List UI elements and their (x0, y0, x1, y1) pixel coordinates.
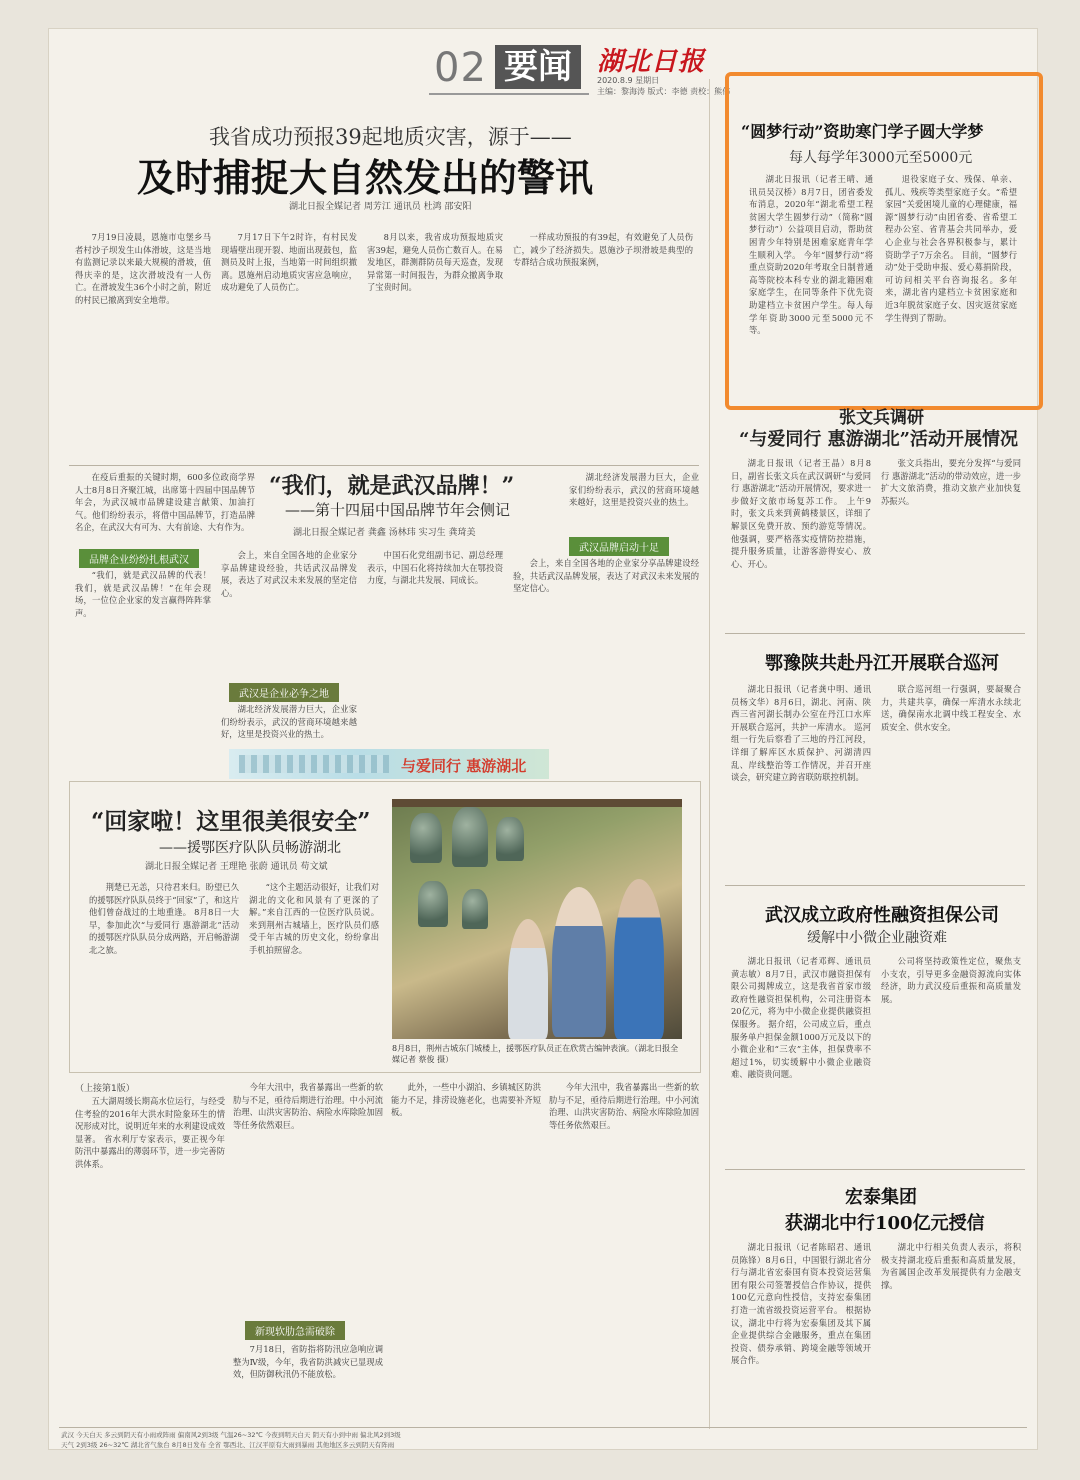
brand-col-2: 会上，来自全国各地的企业家分享品牌建设经验，共话武汉品牌发展，表达了对武汉未来发展的坚定信心。 (221, 550, 357, 598)
feature-headline: “回家啦！这里很美很安全” (91, 808, 371, 835)
brand-col-3: 中国石化党组副书记、副总经理表示，中国石化将持续加大在鄂投资力度，与湖北共发展、同成长。 (367, 550, 503, 586)
eyushan-p1: 湖北日报讯（记者龚中明、通讯员杨文华）8月6日，湖北、河南、陕西三省河湖长制办公室在丹江口水库开展联合巡河，共护一库清水。 (731, 684, 871, 732)
bell-graphic (410, 813, 442, 863)
hongtai-headline-2: 获湖北中行100亿元授信 (785, 1213, 985, 1234)
visitor-figure (552, 887, 606, 1037)
flood-p2: 省水利厅专家表示，要正视今年防汛中暴露出的薄弱环节，进一步完善防洪体系。 (75, 1133, 225, 1169)
feature-byline: 湖北日报全媒记者 王理艳 张蔚 通讯员 苟文斌 (145, 862, 328, 872)
callout-p2: 今年“圆梦行动”将重点资助2020年考取全日制普通高等院校本科专业的湖北籍困难家庭学生，在同等条件下优先资助建档立卡贫困户学生。每人每学年资助3000元至5000元不等。 (749, 249, 874, 336)
banner-label: 与爱同行 惠游湖北 (401, 757, 527, 775)
continued-from: （上接第1版） (75, 1084, 135, 1094)
paper-logo: 湖北日报 (597, 47, 706, 77)
lead-col-3: 8月以来，我省成功预报地质灾害39起，避免人员伤亡数百人。在易发地区，群测群防员每天巡查，发现异常第一时间报告，为群众撤离争取了宝贵时间。 (367, 232, 503, 293)
visitor-figure (614, 879, 664, 1039)
section-title: 要闻 (495, 45, 581, 89)
callout-title: “圆梦行动”资助寒门学子圆大学梦 (741, 122, 984, 141)
wuhan-col-2: 公司将坚持政策性定位，聚焦支小支农，引导更多金融资源流向实体经济，助力武汉疫后重振和高质量发展。 (881, 956, 1021, 1004)
brand-col-1: “我们，就是武汉品牌的代表！我们，就是武汉品牌！”在年会现场，一位位企业家的发言赢得阵阵掌声。 (75, 570, 211, 618)
zhang-kicker: 张文兵调研 (839, 408, 924, 428)
weather-footer (61, 1430, 1025, 1448)
hongtai-p1: 湖北日报讯（记者陈昭君、通讯员陈锋）8月6日，中国银行湖北省分行与湖北省宏泰国有资本投资运营集团有限公司签署授信合作协议，提供100亿元意向性授信，支持宏泰集团打造一流省级投资运营平台。 (731, 1242, 871, 1315)
feature-p1: 荆楚已无恙，只待君来归。盼望已久的援鄂医疗队队员终于“回家”了，和这片他们曾奋战过的土地重逢。 (89, 882, 239, 918)
hongtai-col-2: 湖北中行相关负责人表示，将积极支持湖北疫后重振和高质量发展，为省属国企改革发展提供有力金融支撑。 (881, 1242, 1021, 1290)
weather-line-1: 武汉 今天白天 多云到阴天有小雨或阵雨 偏南风2到3级 气温26~32℃ 今夜到明天白天 阴天有小到中雨 偏北风2到3级 (61, 1431, 401, 1439)
tag-flood: 新现软肋急需破除 (245, 1321, 345, 1340)
lead-byline: 湖北日报全媒记者 周芳江 通讯员 杜鸿 邵安阳 (289, 202, 472, 212)
column-divider (709, 79, 710, 1429)
lead-col-2: 7月17日下午2时许，有村民发现墙壁出现开裂、地面出现鼓包，监测员及时上报，当地第一时间组织撤离。恩施州启动地质灾害应急响应，成功避免了人员伤亡。 (221, 232, 357, 293)
flood-col-2: 今年大汛中，我省暴露出一些新的软肋与不足，亟待后期进行治理。中小河流治理、山洪灾害防治、病险水库除险加固等任务依然艰巨。 (233, 1082, 383, 1130)
callout-subtitle: 每人每学年3000元至5000元 (789, 150, 973, 166)
zhang-p2: 上午9时，张文兵来到黄鹤楼景区，详细了解景区免费开放、预约游览等情况。他强调，要严格落实疫情防控措施，提升服务质量，让游客游得安心、放心、开心。 (731, 495, 871, 569)
hongtai-p2: 根据协议，湖北中行将为宏泰集团及其下属企业提供综合金融服务，重点在集团投资、债券承销、跨境金融等领域开展合作。 (731, 1304, 871, 1366)
divider-eyushan (725, 885, 1025, 886)
flood-col-2b: 7月18日，省防指将防汛应急响应调整为Ⅳ级，今年，我省防洪减灾已显现成效，但防御秋汛仍不能放松。 (233, 1344, 383, 1380)
eyushan-col-2: 联合巡河组一行强调，要凝聚合力，共建共享，确保一库清水永续北送，确保南水北调中线工程安全、水质安全、供水安全。 (881, 684, 1021, 732)
eyushan-headline: 鄂豫陕共赴丹江开展联合巡河 (765, 653, 999, 674)
wuhan-headline: 武汉成立政府性融资担保公司 (765, 905, 999, 926)
page-number: 02 (434, 45, 487, 91)
bell-graphic (462, 889, 488, 929)
brand-headline: “我们，就是武汉品牌！” (269, 473, 515, 499)
feature-p2: 8月8日一大早，参加此次“与爱同行 惠游湖北”活动的援鄂医疗队队员分成两路，开启畅游湖北之旅。 (89, 907, 240, 955)
wuhan-subtitle: 缓解中小微企业融资难 (807, 930, 947, 946)
brand-intro: 在疫后重振的关键时期，600多位政商学界人士8月8日齐聚江城，出席第十四届中国品牌节年会，为武汉城市品牌建设建言献策、加油打气。他们纷纷表示，将借中国品牌节，打造品牌名企，在武汉大有可为、大有前途、大有作为。 (75, 472, 255, 533)
masthead-info (597, 75, 730, 97)
lead-kicker: 我省成功预报39起地质灾害，源于—— (209, 125, 572, 149)
feature-p4: 来到荆州古城墙上，医疗队员们感受千年古城的历史文化，纷纷拿出手机拍照留念。 (249, 919, 379, 955)
zhang-p1: 湖北日报讯（记者王晶）8月8日，副省长张文兵在武汉调研“与爱同行 惠游湖北”活动开展情况，要求进一步做好文旅市场复苏工作。 (731, 458, 871, 506)
callout-p4: 退役家庭子女、残保、单亲、孤儿、残疾等类型家庭子女。“希望家园”关爱困境儿童的心理健康，福源“圆梦行动”由团省委、省希望工程办公室、省青基会共同举办，爱心企业与社会各界积极参与，累计资助学子7万余名。 (885, 174, 1017, 260)
tag-brand-bottom: 武汉是企业必争之地 (229, 683, 339, 702)
bell-graphic (452, 807, 488, 867)
lead-col-4: 一样成功预报的有39起，有效避免了人员伤亡，减少了经济损失。恩施沙子坝滑坡是典型的专群结合成功预报案例， (513, 232, 693, 268)
bell-frame (392, 799, 682, 807)
photo-caption: 8月8日，荆州古城东门城楼上，援鄂医疗队员正在欣赏古编钟表演。（湖北日报全媒记者 蔡俊 摄） (392, 1044, 679, 1064)
feature-col-1 (89, 881, 239, 1061)
callout-p3: 目前，“圆梦行动”处于受助申报、爱心募捐阶段，可访问相关平台咨询报名。多年来，湖北省内建档立卡贫困家庭和近3年脱贫家庭子女、因灾返贫家庭学生得到了帮助。 (885, 249, 1018, 323)
zhang-col-2: 张文兵指出，要充分发挥“与爱同行 惠游湖北”活动的带动效应，进一步扩大文旅消费，推动文旅产业加快复苏振兴。 (881, 458, 1021, 506)
flood-col-1 (75, 1095, 225, 1415)
flood-p1: 五大湖周缓长期高水位运行，与经受住考验的2016年大洪水时险象环生的情况形成对比，说明近年来的水利建设成效显著。 (75, 1096, 225, 1144)
brand-col-4: 会上，来自全国各地的企业家分享品牌建设经验，共话武汉品牌发展，表达了对武汉未来发展的坚定信心。 (513, 558, 699, 594)
feature-photo (392, 799, 682, 1039)
tag-brand-mid: 武汉品牌启动十足 (569, 537, 669, 556)
footer-rule (59, 1427, 1027, 1428)
flood-col-4: 今年大汛中，我省暴露出一些新的软肋与不足，亟待后期进行治理。中小河流治理、山洪灾害防治、病险水库除险加固等任务依然艰巨。 (549, 1082, 699, 1130)
eyushan-col-1 (731, 683, 871, 873)
brand-col-2b: 湖北经济发展潜力巨大，企业家们纷纷表示，武汉的营商环境越来越好，这里是投资兴业的热土。 (221, 704, 357, 740)
visitor-figure (508, 919, 548, 1039)
wuhan-p2: 据介绍，公司成立后，重点服务单户担保金额1000万元及以下的小微企业和“三农”主体，担保费率不超过1%，切实缓解中小微企业融资难、融资贵问题。 (731, 1018, 871, 1080)
zhang-headline: “与爱同行 惠游湖北”活动开展情况 (739, 429, 1018, 450)
flood-col-3: 此外，一些中小湖泊、乡镇城区防洪能力不足，排涝设施老化，也需要补齐短板。 (391, 1082, 541, 1118)
newspaper-page (48, 28, 1038, 1450)
brand-subtitle: ——第十四届中国品牌节年会侧记 (285, 501, 511, 519)
bell-graphic (496, 817, 524, 861)
feature-subtitle: ——援鄂医疗队队员畅游湖北 (159, 840, 341, 856)
lead-headline: 及时捕捉大自然发出的警讯 (137, 155, 594, 200)
banner-skyline-graphic (239, 755, 389, 773)
wuhan-col-1 (731, 955, 871, 1165)
divider-zhang (725, 633, 1025, 634)
campaign-banner (229, 749, 549, 779)
divider-wuhan (725, 1169, 1025, 1170)
lead-col-1: 7月19日凌晨，恩施市屯堡乡马者村沙子坝发生山体滑坡，这是当地有监测记录以来最大规模的滑坡，值得庆幸的是，这次滑坡没有一人伤亡。在滑坡发生36个小时之前，附近的村民已撤离到安全地带。 (75, 232, 211, 305)
tag-brand-left: 品牌企业纷纷扎根武汉 (79, 549, 199, 568)
callout-col-2 (885, 173, 1017, 393)
bell-graphic (418, 881, 448, 927)
hongtai-headline: 宏泰集团 (845, 1187, 917, 1208)
feature-col-2 (249, 881, 379, 1061)
editor-credits: 主编：黎海涛 版式：李德 责校：熊伟 (597, 87, 731, 96)
callout-p1: 湖北日报讯（记者王晴、通讯员吴汉桥）8月7日，团省委发布消息，2020年“湖北希望工程贫困大学生圆梦行动”（简称“圆梦行动”）公益项目启动，帮助贫困青少年特别是困难家庭青年学生顺利入学。 (749, 174, 873, 260)
weather-line-2: 天气 2到3级 26~32℃ 湖北省气象台 8月8日发布 全省 鄂西北、江汉平原有大雨到暴雨 其他地区多云到阴天有阵雨 (61, 1441, 395, 1449)
divider-lead (69, 465, 699, 466)
issue-date: 2020.8.9 星期日 (597, 76, 660, 85)
zhang-col-1 (731, 457, 871, 627)
brand-byline: 湖北日报全媒记者 龚鑫 汤林玮 实习生 龚琦美 (293, 528, 476, 538)
callout-col-1 (749, 173, 873, 393)
masthead-rule (429, 93, 589, 95)
eyushan-p2: 巡河组一行先后察看了三地的丹江河段，详细了解库区水质保护、河湖清四乱、岸线整治等工作情况，并召开座谈会，研究建立跨省联防联控机制。 (731, 721, 871, 783)
wuhan-p1: 湖北日报讯（记者邓辉、通讯员黄志敏）8月7日，武汉市融资担保有限公司揭牌成立，这是我省首家市级政府性融资担保机构，公司注册资本20亿元，将为中小微企业提供融资担保服务。 (731, 956, 871, 1029)
feature-p3: “这个主题活动很好，让我们对湖北的文化和风景有了更深的了解。”来自江西的一位医疗队员说。 (249, 882, 379, 918)
brand-col-4-top: 湖北经济发展潜力巨大，企业家们纷纷表示，武汉的营商环境越来越好，这里是投资兴业的热土。 (569, 472, 699, 508)
hongtai-col-1 (731, 1241, 871, 1421)
